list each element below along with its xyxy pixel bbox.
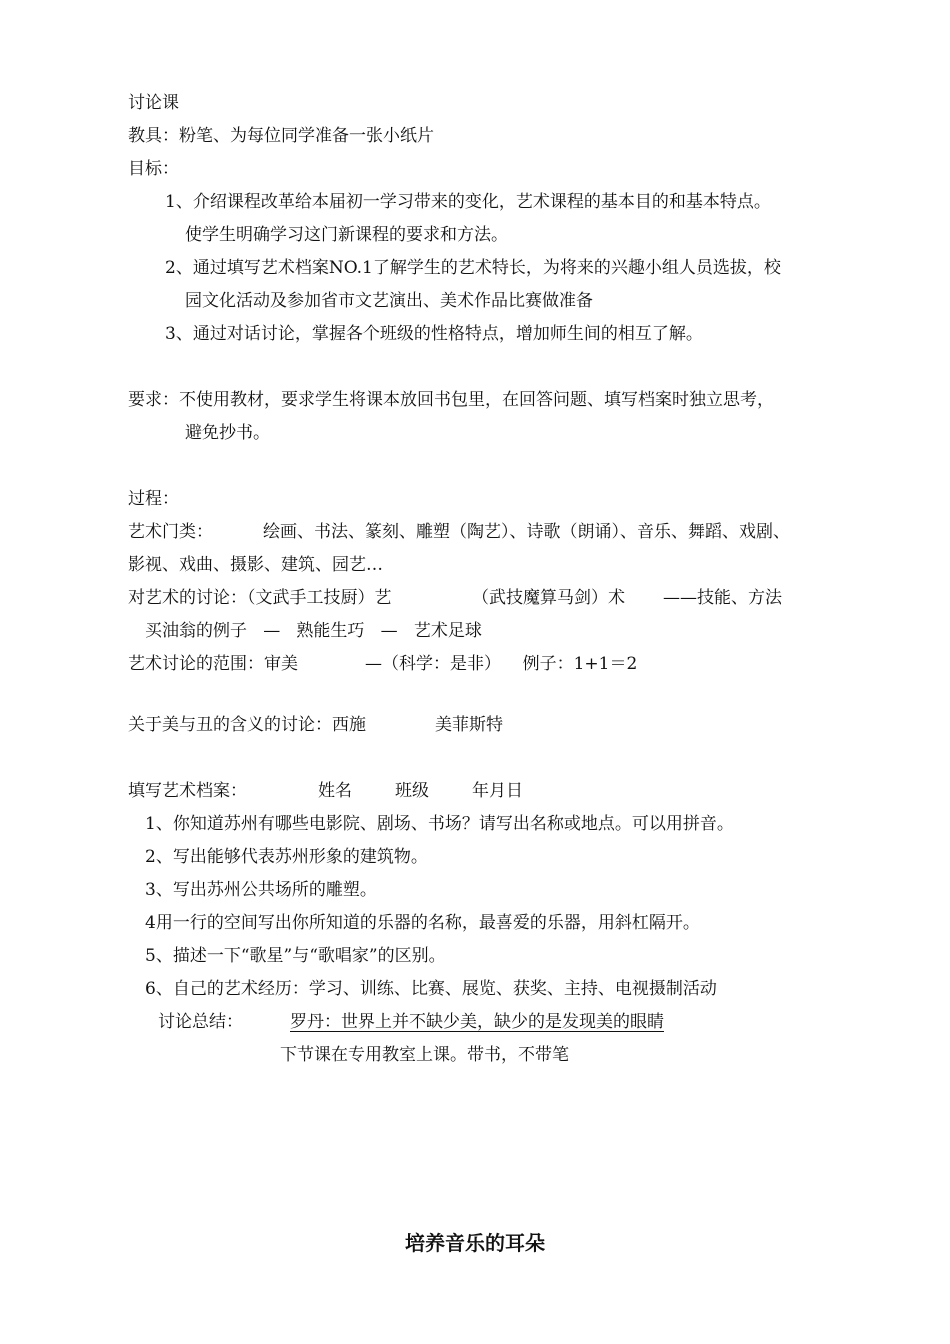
question-1: 1、你知道苏州有哪些电影院、剧场、书场？请写出名称或地点。可以用拼音。	[145, 814, 734, 834]
next-lesson-title: 培养音乐的耳朵	[405, 1231, 545, 1255]
goal-3-line: 3、通过对话讨论，掌握各个班级的性格特点，增加师生间的相互了解。	[165, 324, 703, 344]
requirement-line-a: 要求：不使用教材，要求学生将课本放回书包里，在回答问题、填写档案时独立思考，	[128, 390, 774, 410]
fill-archive-label: 填写艺术档案：	[128, 781, 247, 801]
fill-class: 班级	[395, 781, 429, 801]
tools-line: 教具：粉笔、为每位同学准备一张小纸片	[128, 126, 434, 146]
question-2: 2、写出能够代表苏州形象的建筑物。	[145, 847, 428, 867]
art-discussion-mid: （武技魔算马剑）术	[472, 588, 625, 608]
art-discussion-end: ——技能、方法	[663, 588, 782, 608]
beauty-discussion-b: 美菲斯特	[435, 715, 503, 735]
lesson-heading: 讨论课	[128, 93, 179, 113]
example-line: 买油翁的例子 — 熟能生巧 — 艺术足球	[145, 621, 482, 641]
fill-name: 姓名	[318, 781, 352, 801]
question-3: 3、写出苏州公共场所的雕塑。	[145, 880, 377, 900]
goal-1-line-a: 1、介绍课程改革给本届初一学习带来的变化，艺术课程的基本目的和基本特点。	[165, 192, 771, 212]
process-label: 过程：	[128, 489, 179, 509]
scope-rest: —（科学：是非） 例子：1+1＝2	[365, 654, 638, 674]
question-4: 4用一行的空间写出你所知道的乐器的名称，最喜爱的乐器，用斜杠隔开。	[145, 913, 700, 933]
question-6: 6、自己的艺术经历：学习、训练、比赛、展览、获奖、主持、电视摄制活动	[145, 979, 717, 999]
beauty-discussion: 关于美与丑的含义的讨论：西施	[128, 715, 366, 735]
next-class-note: 下节课在专用教室上课。带书，不带笔	[280, 1045, 569, 1065]
goals-label: 目标：	[128, 159, 179, 179]
art-types-label: 艺术门类：	[128, 522, 213, 542]
art-types-line-b: 影视、戏曲、摄影、建筑、园艺…	[128, 555, 383, 575]
goal-2-line-a: 2、通过填写艺术档案NO.1了解学生的艺术特长，为将来的兴趣小组人员选拔，校	[165, 258, 781, 278]
question-5: 5、描述一下“歌星”与“歌唱家”的区别。	[145, 946, 446, 966]
requirement-line-b: 避免抄书。	[185, 423, 270, 443]
fill-date: 年月日	[472, 781, 523, 801]
goal-2-line-b: 园文化活动及参加省市文艺演出、美术作品比赛做准备	[185, 291, 593, 311]
scope-label: 艺术讨论的范围：审美	[128, 654, 298, 674]
summary-label: 讨论总结：	[158, 1012, 243, 1032]
art-types-line-a: 绘画、书法、篆刻、雕塑（陶艺）、诗歌（朗诵）、音乐、舞蹈、戏剧、	[263, 522, 790, 542]
goal-1-line-b: 使学生明确学习这门新课程的要求和方法。	[185, 225, 508, 245]
summary-quote: 罗丹：世界上并不缺少美，缺少的是发现美的眼睛	[290, 1012, 664, 1032]
art-discussion-label: 对艺术的讨论：（文武手工技厨）艺	[128, 588, 392, 608]
